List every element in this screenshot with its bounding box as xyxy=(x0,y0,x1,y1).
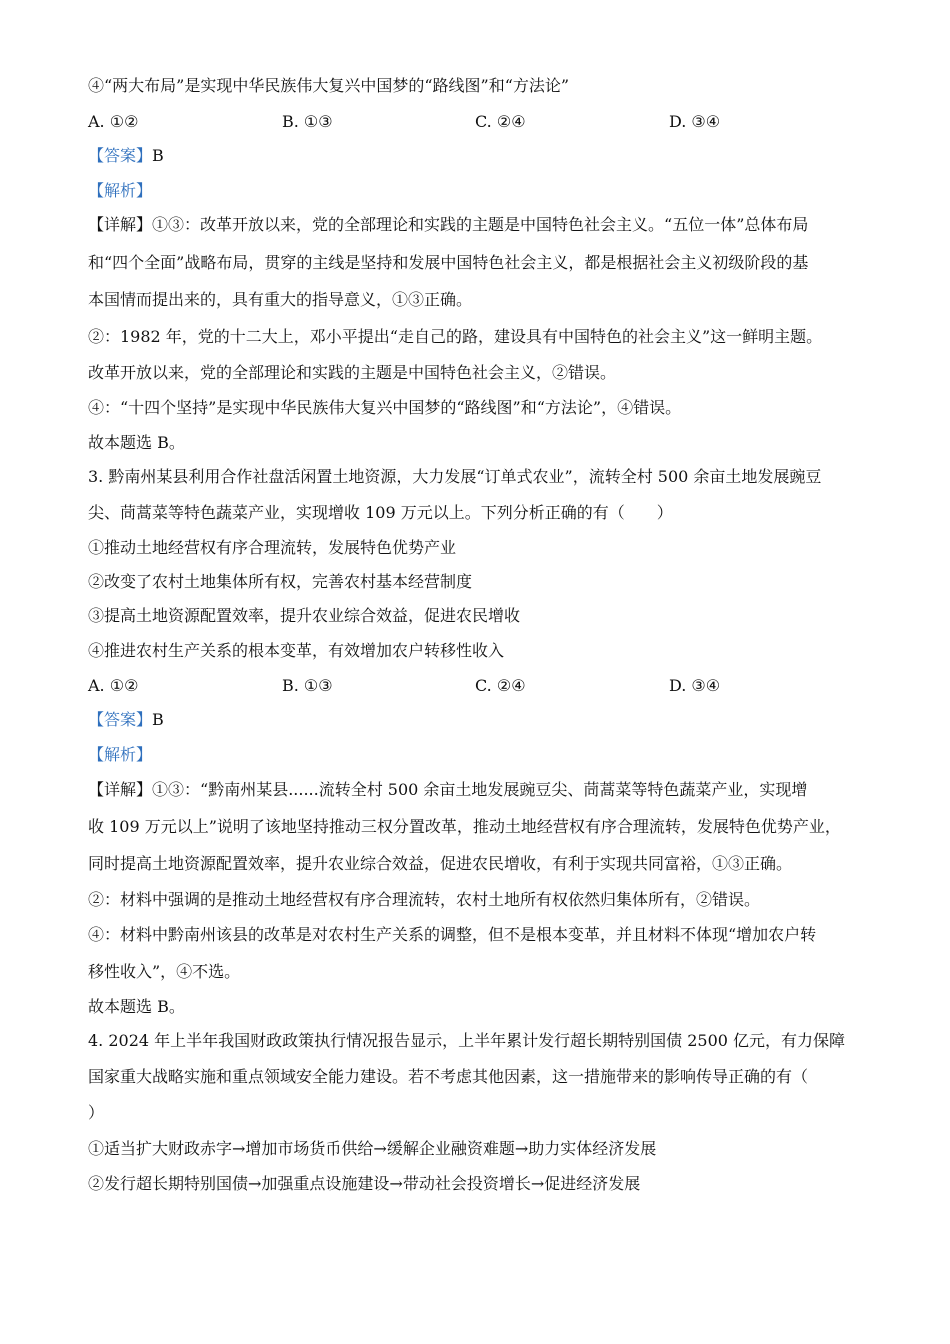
q2-detail-line-6: ④：“十四个坚持”是实现中华民族伟大复兴中国梦的“路线图”和“方法论”，④错误。 xyxy=(88,398,682,417)
detail-text: ①③：改革开放以来，党的全部理论和实践的主题是中国特色社会主义。“五位一体”总体布局 xyxy=(152,215,809,234)
answer-tag: 【答案】 xyxy=(88,146,153,165)
q3-item-2: ②改变了农村土地集体所有权，完善农村基本经营制度 xyxy=(88,572,473,591)
q3-option-b: B. ①③ xyxy=(282,676,333,695)
q2-detail-line-3: 本国情而提出来的，具有重大的指导意义，①③正确。 xyxy=(88,290,473,309)
q2-option-a: A. ①② xyxy=(88,112,139,131)
q2-detail-line-1 xyxy=(88,214,808,236)
q3-answer xyxy=(88,709,164,731)
detail-text: ①③：“黔南州某县......流转全村 500 余亩土地发展豌豆尖、茼蒿菜等特色蔬菜产业，实现增 xyxy=(152,780,808,799)
q3-stem-line-2: 尖、茼蒿菜等特色蔬菜产业，实现增收 109 万元以上。下列分析正确的有（ ） xyxy=(88,503,673,522)
q3-detail-line-6: 移性收入”，④不选。 xyxy=(88,962,241,981)
q4-item-1: ①适当扩大财政赤字→增加市场货币供给→缓解企业融资难题→助力实体经济发展 xyxy=(88,1139,657,1158)
q3-option-d: D. ③④ xyxy=(669,676,721,695)
answer-value: B xyxy=(152,146,164,165)
q2-option-d: D. ③④ xyxy=(669,112,721,131)
q2-conclusion: 故本题选 B。 xyxy=(88,433,185,452)
q3-item-1: ①推动土地经营权有序合理流转，发展特色优势产业 xyxy=(88,538,457,557)
q3-detail-line-1 xyxy=(88,779,807,801)
answer-tag: 【答案】 xyxy=(88,710,153,729)
q2-option-b: B. ①③ xyxy=(282,112,333,131)
answer-value: B xyxy=(152,710,164,729)
q3-analysis-tag: 【解析】 xyxy=(88,745,153,764)
q2-option-c: C. ②④ xyxy=(475,112,526,131)
q3-detail-line-2: 收 109 万元以上”说明了该地坚持推动三权分置改革，推动土地经营权有序合理流转，发展特色优势产业， xyxy=(88,817,841,836)
q2-detail-line-5: 改革开放以来，党的全部理论和实践的主题是中国特色社会主义，②错误。 xyxy=(88,363,617,382)
q4-item-2: ②发行超长期特别国债→加强重点设施建设→带动社会投资增长→促进经济发展 xyxy=(88,1174,641,1193)
q3-option-c: C. ②④ xyxy=(475,676,526,695)
q2-answer xyxy=(88,145,164,167)
q2-detail-line-4: ②：1982 年，党的十二大上，邓小平提出“走自己的路，建设具有中国特色的社会主义”这一鲜明主题。 xyxy=(88,327,823,346)
q3-item-3: ③提高土地资源配置效率，提升农业综合效益，促进农民增收 xyxy=(88,606,521,625)
q3-option-a: A. ①② xyxy=(88,676,139,695)
q3-detail-line-5: ④：材料中黔南州该县的改革是对农村生产关系的调整，但不是根本变革，并且材料不体现“增加农户转 xyxy=(88,925,817,944)
detail-tag: 【详解】 xyxy=(88,215,153,234)
q4-stem-line-1: 4. 2024 年上半年我国财政政策执行情况报告显示，上半年累计发行超长期特别国债 2500 亿元，有力保障 xyxy=(88,1031,846,1050)
q4-stem-line-3: ） xyxy=(88,1103,105,1122)
q4-stem-line-2: 国家重大战略实施和重点领域安全能力建设。若不考虑其他因素，这一措施带来的影响传导正确的有（ xyxy=(88,1067,809,1086)
q3-item-4: ④推进农村生产关系的根本变革，有效增加农户转移性收入 xyxy=(88,641,505,660)
detail-tag: 【详解】 xyxy=(88,780,153,799)
q3-detail-line-3: 同时提高土地资源配置效率，提升农业综合效益，促进农民增收，有利于实现共同富裕，①③正确。 xyxy=(88,854,793,873)
q2-detail-line-2: 和“四个全面”战略布局，贯穿的主线是坚持和发展中国特色社会主义，都是根据社会主义初级阶段的基 xyxy=(88,253,809,272)
q3-conclusion: 故本题选 B。 xyxy=(88,997,185,1016)
q3-detail-line-4: ②：材料中强调的是推动土地经营权有序合理流转，农村土地所有权依然归集体所有，②错误。 xyxy=(88,890,761,909)
q2-item-4: ④“两大布局”是实现中华民族伟大复兴中国梦的“路线图”和“方法论” xyxy=(88,76,570,95)
q3-stem-line-1: 3. 黔南州某县利用合作社盘活闲置土地资源，大力发展“订单式农业”，流转全村 500 余亩土地发展豌豆 xyxy=(88,467,822,486)
q2-analysis-tag: 【解析】 xyxy=(88,181,153,200)
